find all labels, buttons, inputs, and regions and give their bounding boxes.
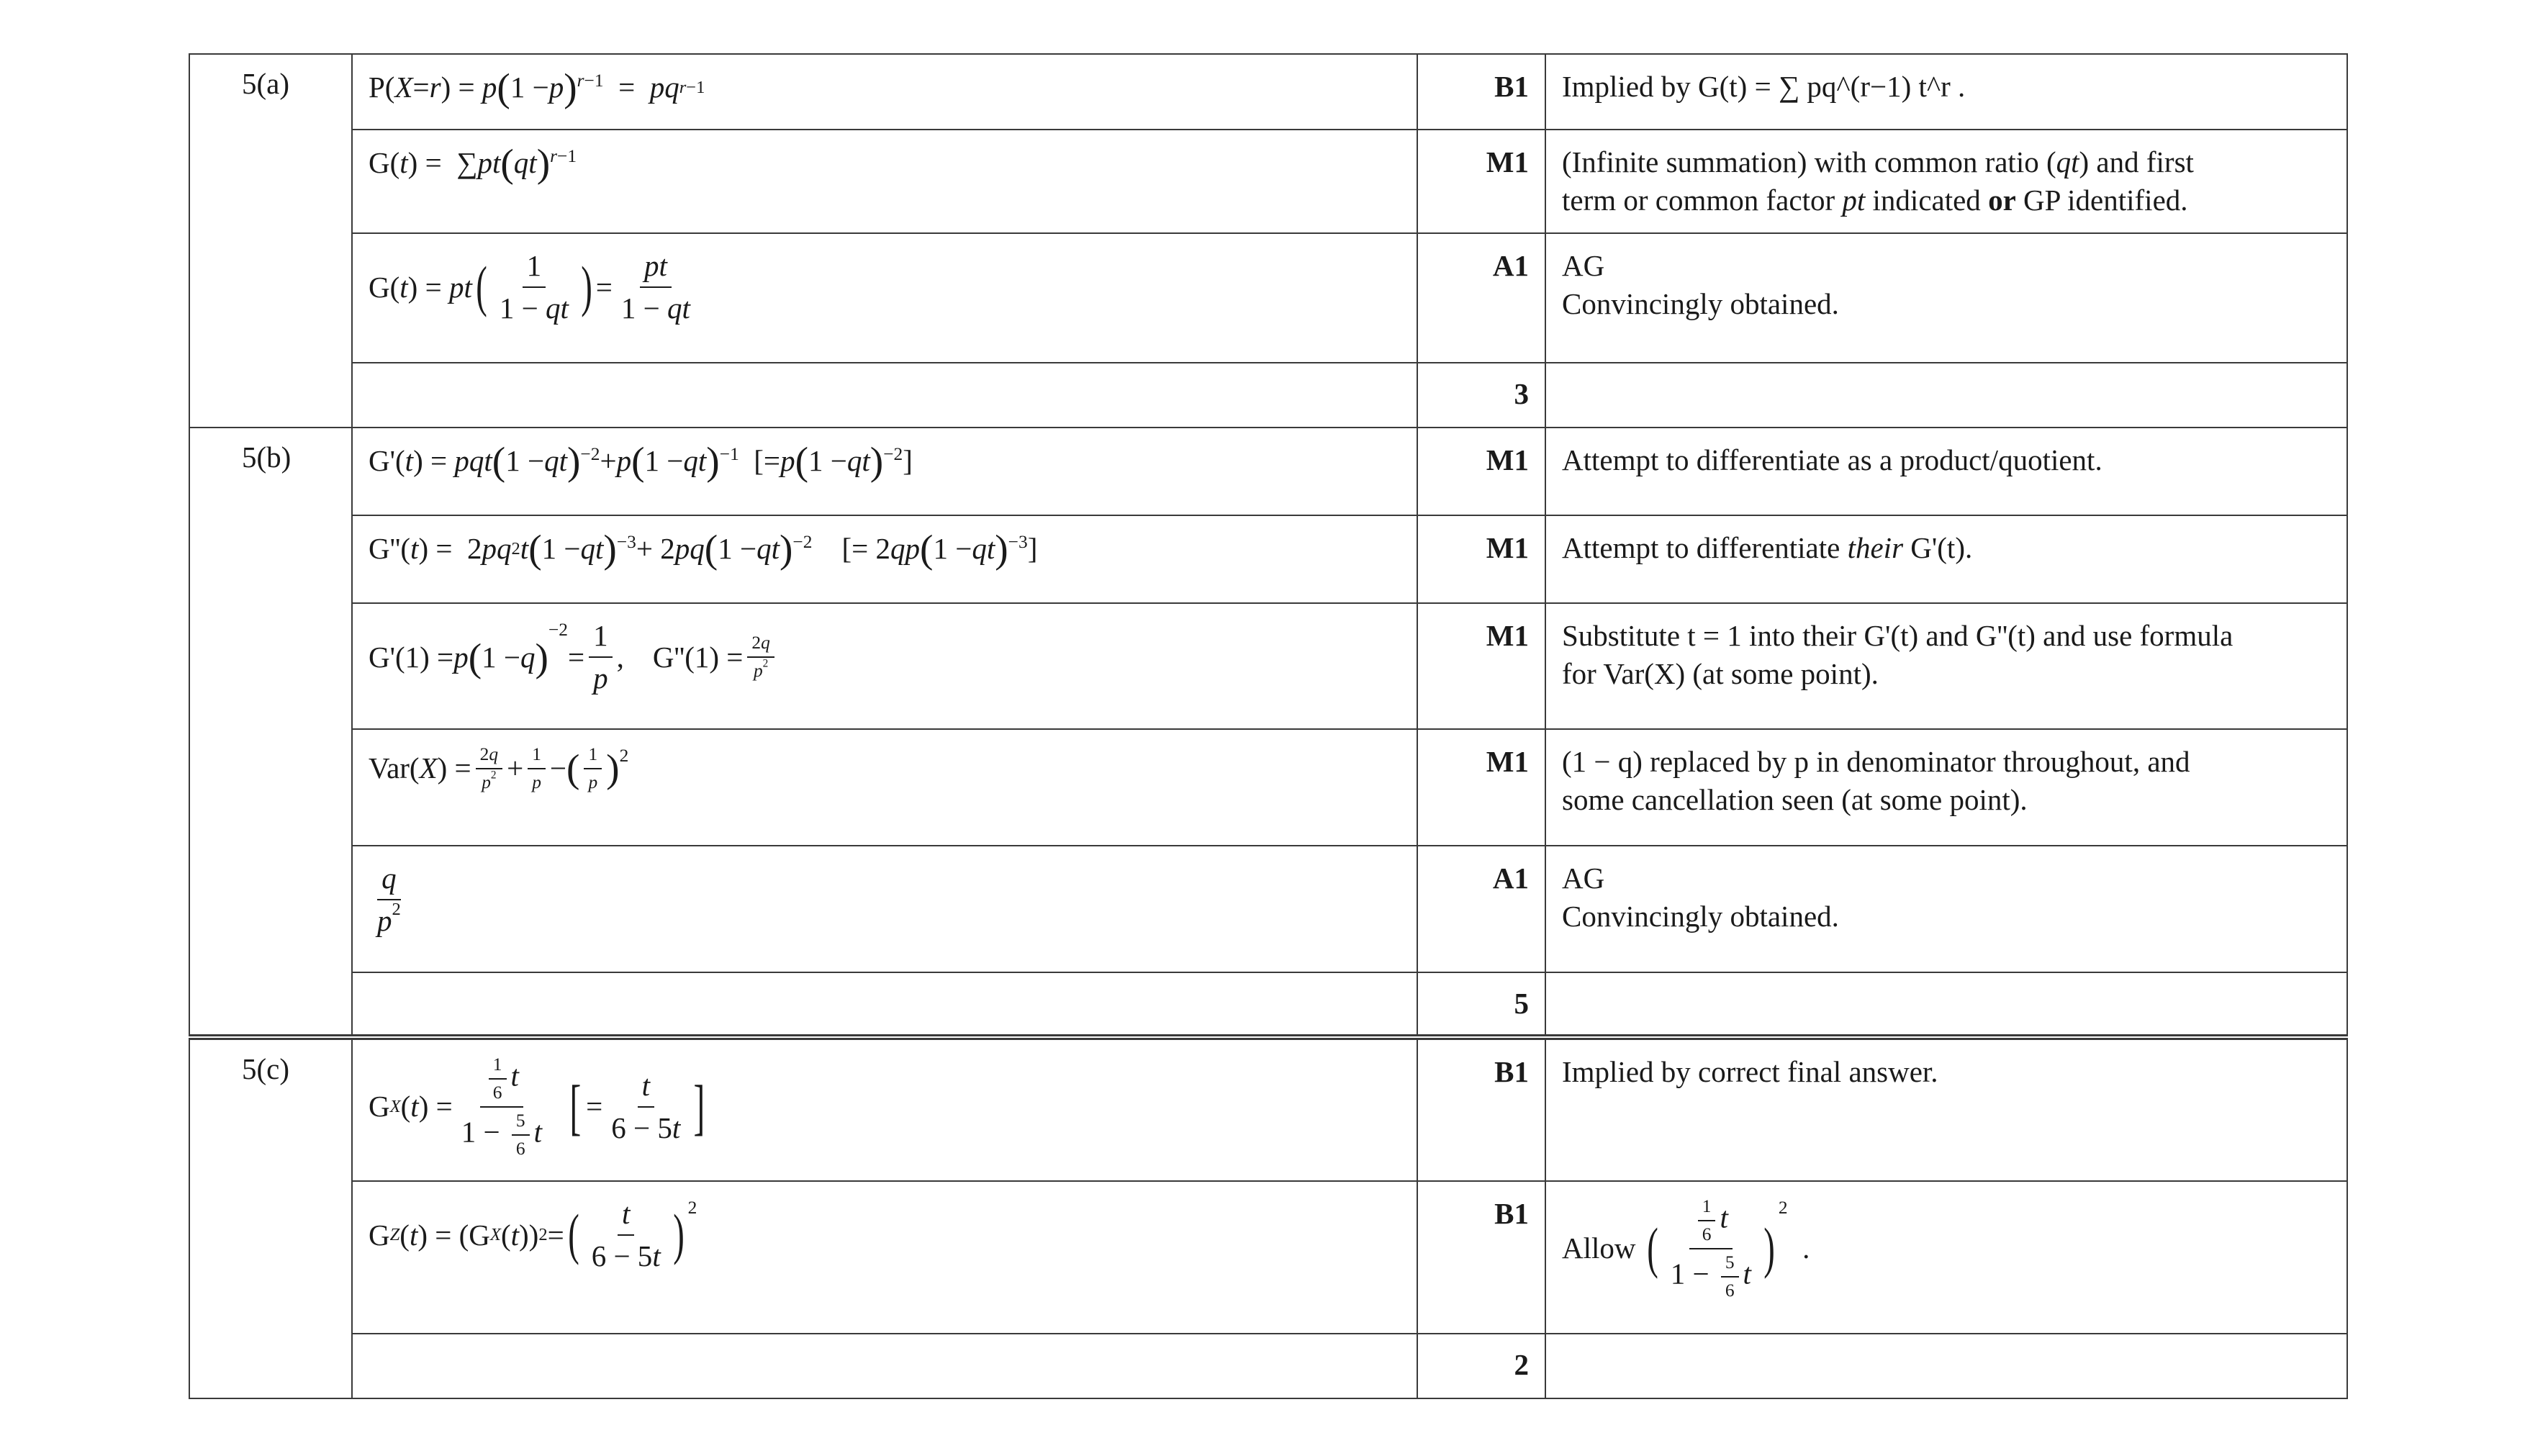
- guidance-cell: [1545, 363, 2347, 428]
- guidance-text: Attempt to differentiate as a product/quotient.: [1562, 443, 2102, 476]
- guidance-text: Convincingly obtained.: [1562, 900, 1839, 933]
- table-row: [189, 233, 2347, 363]
- answer-cell: G( t ) = pt ( $\frac{1}{1 - qt}$ ) = $\frac{pt}{1 - qt}$: [352, 233, 1417, 363]
- guidance-text: G'(t).: [1903, 531, 1973, 564]
- guidance-text: term or common factor: [1562, 184, 1843, 217]
- total-marks: 5: [1417, 972, 1545, 1037]
- guidance-cell: [1545, 729, 2347, 846]
- answer-cell: G'(1) = p ( 1 − q ) −2 = $\frac{1}{p}$ , G''(1) = $\frac{2q}{p^2}$: [352, 603, 1417, 729]
- table-row: [189, 363, 2347, 428]
- guidance-text: (Infinite summation) with common ratio (: [1562, 145, 2056, 178]
- mark-code: M1: [1417, 603, 1545, 729]
- guidance-text: some cancellation seen (at some point).: [1562, 783, 2028, 817]
- mark-code: M1: [1417, 729, 1545, 846]
- guidance-cell: [1545, 603, 2347, 729]
- question-number: 5(b): [189, 428, 352, 1037]
- mark-code: A1: [1417, 846, 1545, 972]
- guidance-cell: [1545, 1037, 2347, 1181]
- question-number: 5(a): [189, 54, 352, 428]
- mark-code: M1: [1417, 130, 1545, 233]
- guidance-cell: Allow ( $\frac{1}{6}$ t 1 − $\frac{5}{6}$ t ) 2 .: [1545, 1181, 2347, 1334]
- guidance-text: or: [1988, 184, 2016, 217]
- guidance-text: AG: [1562, 249, 1605, 282]
- answer-cell: Var( X ) = $\frac{2q}{p^2}$ + $\frac{1}{p}$ − ( $\frac{1}{p}$ ) 2: [352, 729, 1417, 846]
- guidance-text: (1 − q) replaced by p in denominator throughout, and: [1562, 745, 2190, 778]
- guidance-text: Implied by G(t) = ∑ pq^(r−1) t^r .: [1562, 70, 1966, 103]
- answer-cell: $\frac{q}{p^2}$: [352, 846, 1417, 972]
- mark-code: B1: [1417, 1037, 1545, 1181]
- guidance-cell: [1545, 1334, 2347, 1398]
- guidance-cell: [1545, 54, 2347, 130]
- guidance-cell: [1545, 130, 2347, 233]
- guidance-text: indicated: [1865, 184, 1989, 217]
- table-row: [189, 1181, 2347, 1334]
- guidance-cell: [1545, 972, 2347, 1037]
- question-number: 5(c): [189, 1037, 352, 1398]
- answer-cell: G( t ) = ∑ pt ( qt ) r−1: [352, 130, 1417, 233]
- total-marks: 2: [1417, 1334, 1545, 1398]
- table-row: [189, 515, 2347, 603]
- mark-code: M1: [1417, 515, 1545, 603]
- table-row: [189, 603, 2347, 729]
- guidance-text: Implied by correct final answer.: [1562, 1055, 1938, 1088]
- guidance-text: Attempt to differentiate: [1562, 531, 1848, 564]
- guidance-text: Allow: [1562, 1231, 1636, 1265]
- guidance-cell: [1545, 233, 2347, 363]
- answer-cell: G'( t ) = pqt ( 1 − qt ) −2 + p ( 1 − qt ) −1 [= p ( 1 − qt ) −2 ]: [352, 428, 1417, 515]
- mark-scheme-sheet: [189, 53, 2346, 1399]
- table-row: [189, 729, 2347, 846]
- answer-cell: [352, 972, 1417, 1037]
- guidance-cell: [1545, 428, 2347, 515]
- guidance-text: pt: [1842, 184, 1866, 217]
- mark-scheme-table: [189, 53, 2348, 1399]
- table-row: [189, 846, 2347, 972]
- mark-code: B1: [1417, 54, 1545, 130]
- guidance-text: for Var(X) (at some point).: [1562, 657, 1879, 691]
- guidance-cell: [1545, 846, 2347, 972]
- answer-cell: [352, 1334, 1417, 1398]
- answer-cell: G Z ( t ) = (G X ( t )) 2 = ( $\frac{t}{6 - 5t}$ ) 2: [352, 1181, 1417, 1334]
- table-row: [189, 972, 2347, 1037]
- guidance-text: ) and first: [2079, 145, 2194, 178]
- mark-code: M1: [1417, 428, 1545, 515]
- table-row: [189, 54, 2347, 130]
- answer-cell: G X ( t ) = $\frac{1}{6}$ t 1 − $\frac{5}{6}$ t [ = $\frac{t}{6 - 5t}$ ]: [352, 1037, 1417, 1181]
- total-marks: 3: [1417, 363, 1545, 428]
- guidance-text: Substitute t = 1 into their G'(t) and G''(t) and use formula: [1562, 619, 2233, 652]
- guidance-text: AG: [1562, 862, 1605, 895]
- mark-code: A1: [1417, 233, 1545, 363]
- answer-cell: [352, 363, 1417, 428]
- table-row: [189, 1334, 2347, 1398]
- mark-code: B1: [1417, 1181, 1545, 1334]
- guidance-text: qt: [2056, 145, 2079, 178]
- guidance-cell: [1545, 515, 2347, 603]
- table-row: [189, 130, 2347, 233]
- guidance-text: Convincingly obtained.: [1562, 287, 1839, 321]
- answer-cell: P( X = r ) = p ( 1 − p ) r−1 = pq r−1: [352, 54, 1417, 130]
- answer-cell: G''( t ) = 2 pq 2 t ( 1 − qt ) −3 + 2 pq ( 1 − qt ) −2 [= 2 qp ( 1 − qt ) −3 ]: [352, 515, 1417, 603]
- guidance-text: their: [1847, 531, 1904, 564]
- guidance-text: GP identified.: [2015, 184, 2188, 217]
- table-row: [189, 1037, 2347, 1181]
- table-row: [189, 428, 2347, 515]
